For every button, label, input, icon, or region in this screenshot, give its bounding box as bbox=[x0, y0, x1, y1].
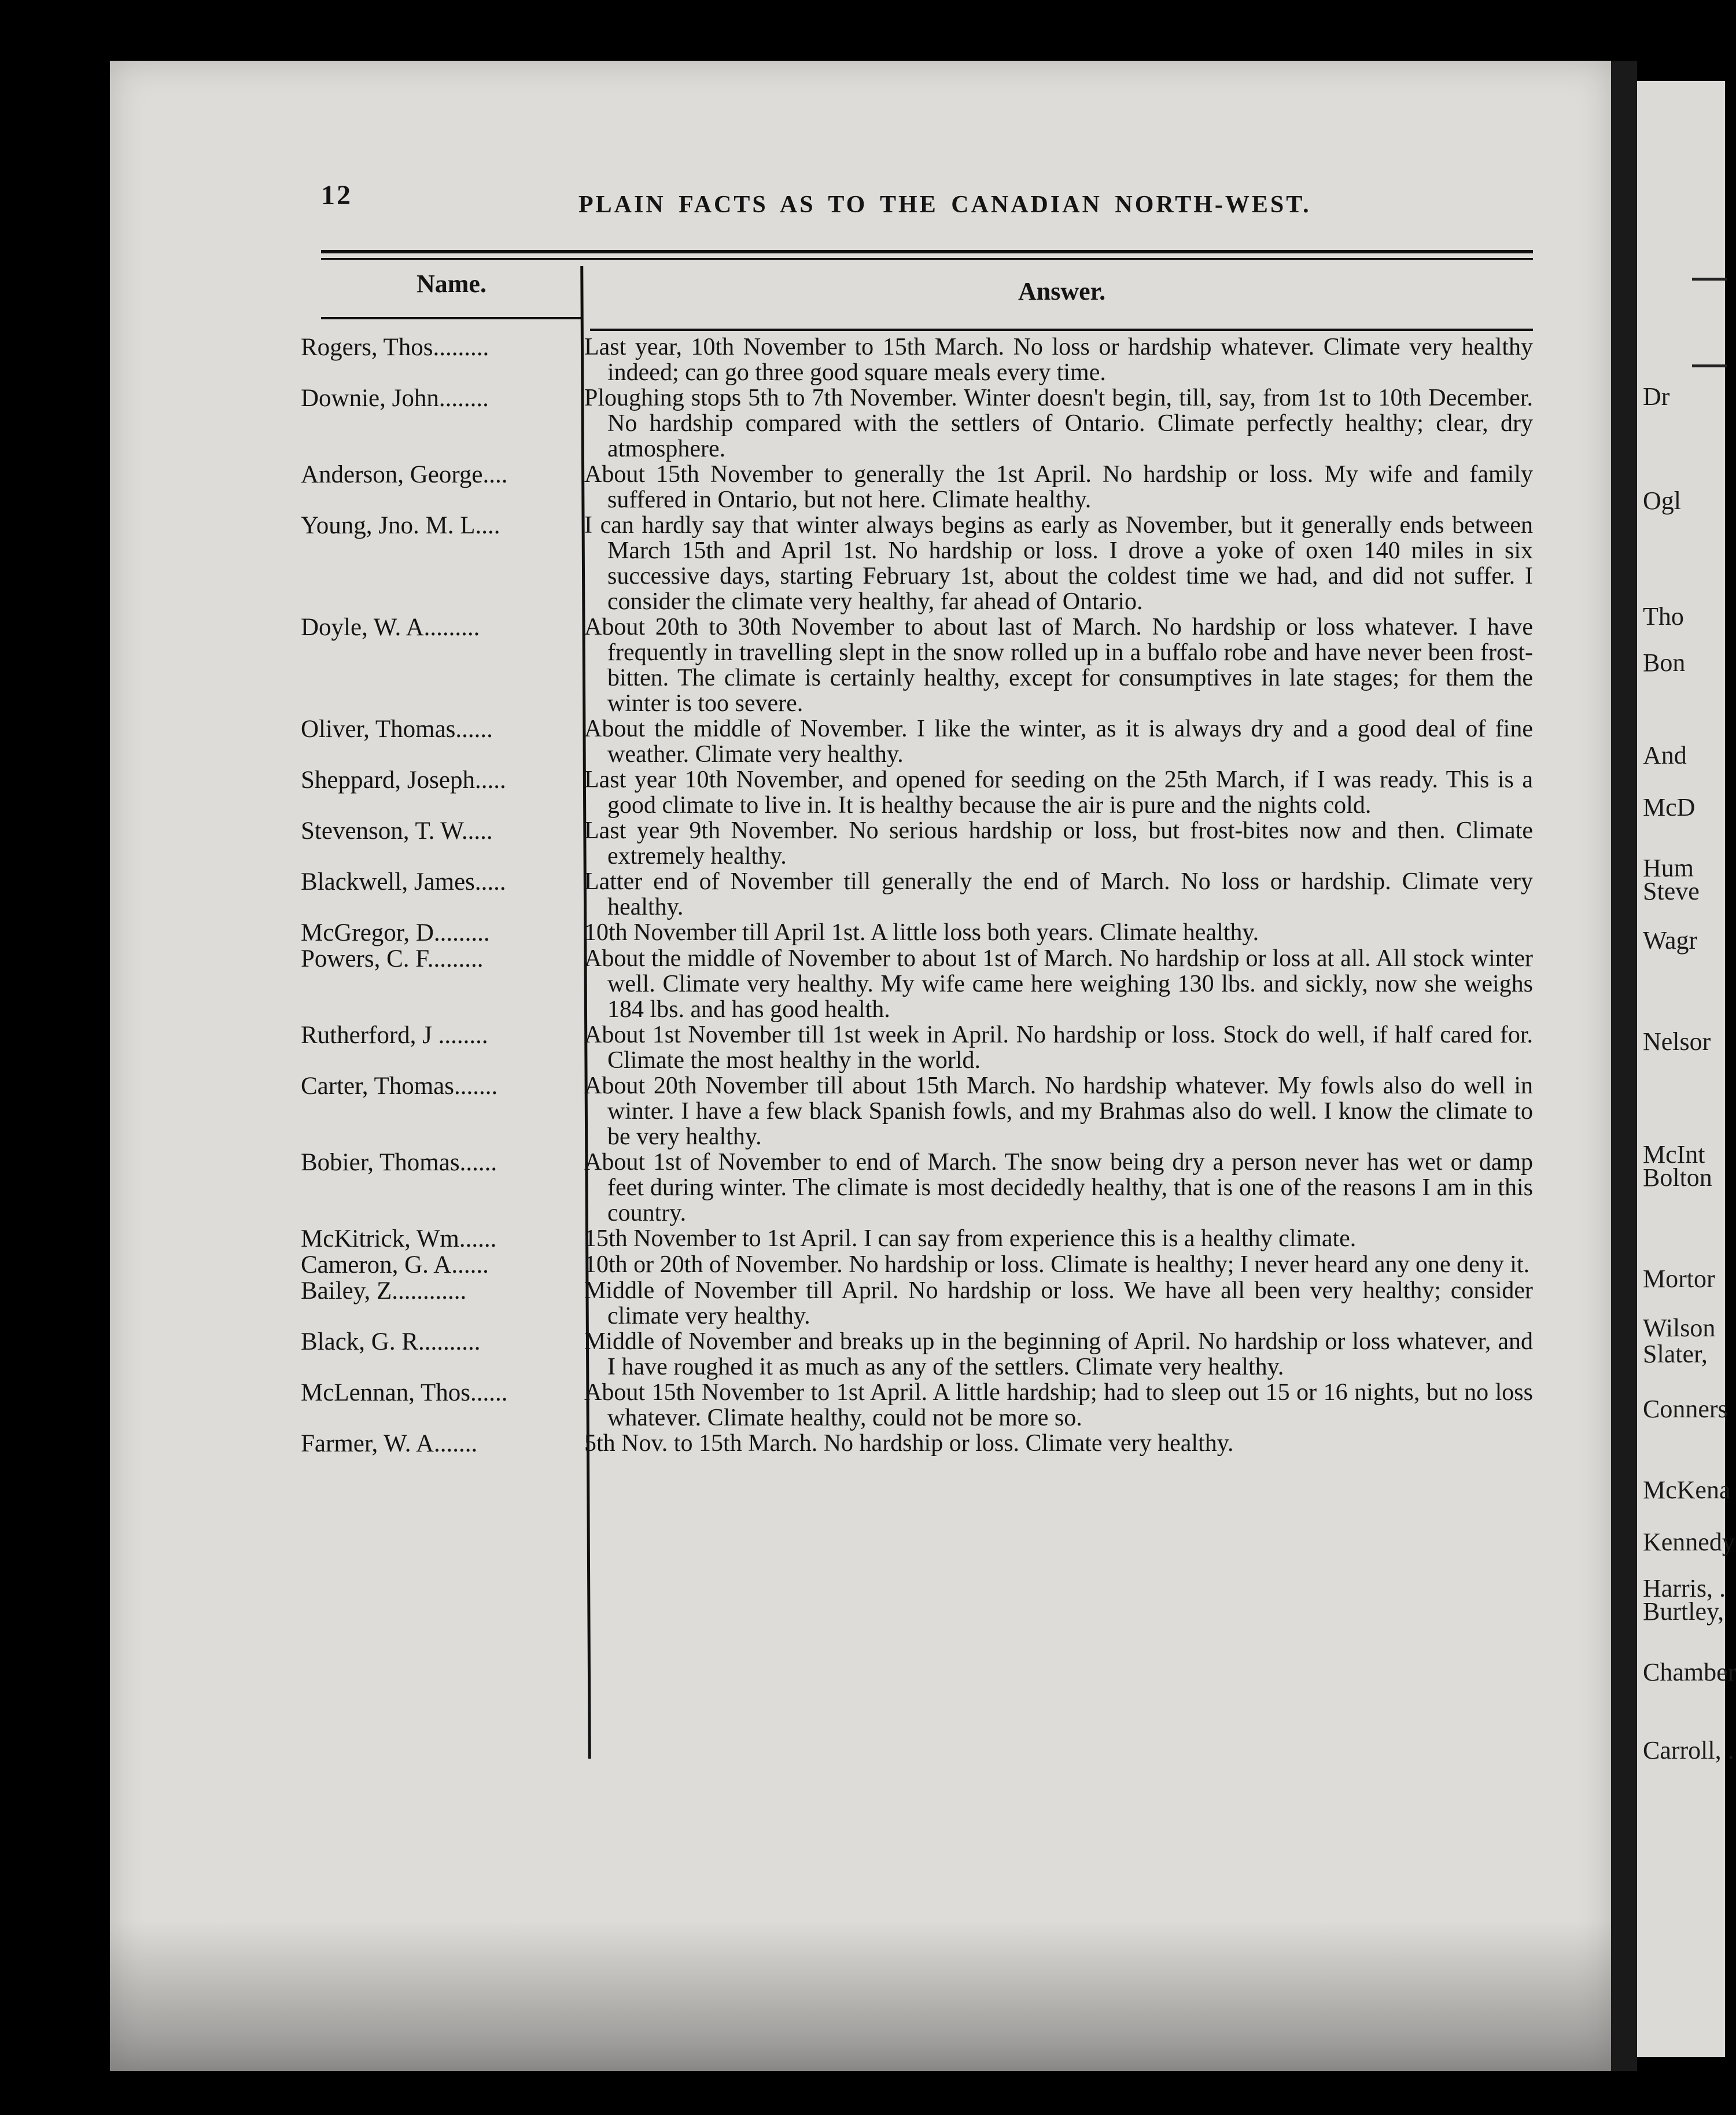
entry-name: Carter, Thomas....... bbox=[301, 1073, 498, 1100]
header-rule-thin bbox=[321, 258, 1533, 260]
entry-name: McGregor, D......... bbox=[301, 919, 490, 946]
entry-name: Doyle, W. A......... bbox=[301, 614, 480, 641]
table-row bbox=[301, 1278, 1539, 1329]
entry-answer: 10th or 20th of November. No hardship or loss. Climate is healthy; I never heard any one deny it. bbox=[584, 1251, 1530, 1278]
entry-name: Downie, John........ bbox=[301, 385, 489, 412]
entry-name: Stevenson, T. W..... bbox=[301, 817, 493, 845]
table-row bbox=[301, 1149, 1539, 1226]
table-row bbox=[301, 869, 1539, 920]
running-title: PLAIN FACTS AS TO THE CANADIAN NORTH-WEST. bbox=[578, 191, 1311, 218]
table-row bbox=[301, 1022, 1539, 1073]
facing-rule bbox=[1692, 278, 1727, 281]
facing-page-name: Carroll, . bbox=[1643, 1736, 1734, 1764]
table-row bbox=[301, 818, 1539, 869]
entry-name: Bailey, Z............ bbox=[301, 1277, 467, 1305]
entry-name: Anderson, George.... bbox=[301, 461, 508, 488]
table-row bbox=[301, 614, 1539, 716]
facing-page-name: And bbox=[1643, 741, 1687, 769]
table-row bbox=[301, 513, 1539, 614]
entry-answer: 15th November to 1st April. I can say from experience this is a healthy climate. bbox=[584, 1225, 1357, 1252]
facing-page-name: Mortor bbox=[1643, 1265, 1715, 1293]
facing-page-name: Ogl bbox=[1643, 487, 1681, 515]
entry-name: Rutherford, J ........ bbox=[301, 1022, 488, 1049]
page-number: 12 bbox=[321, 180, 352, 211]
facing-page-name: Tho bbox=[1643, 602, 1684, 631]
table-row bbox=[301, 1329, 1539, 1380]
table-row bbox=[301, 1380, 1539, 1431]
entry-answer: Latter end of November till generally the end of March. No loss or hardship. Climate very healthy. bbox=[584, 868, 1533, 920]
entry-answer: Middle of November till April. No hardship or loss. We have all been very healthy; consider climate very healthy. bbox=[584, 1277, 1533, 1329]
entry-answer: 5th Nov. to 15th March. No hardship or loss. Climate very healthy. bbox=[584, 1430, 1234, 1457]
facing-page-name: Conners bbox=[1643, 1395, 1728, 1423]
facing-page-name: McD bbox=[1643, 793, 1696, 821]
facing-page-name: Hum bbox=[1643, 854, 1694, 882]
table-row bbox=[301, 334, 1539, 385]
entry-answer: I can hardly say that winter always begins as early as November, but it generally ends between March 15th and April 1st. No hardship or loss. I drove a yoke of oxen 140 miles in six successive days, starting February 1st, about the coldest time we had, and did not suffer. I consider the climate very healthy, far ahead of Ontario. bbox=[584, 512, 1533, 615]
entry-answer: About 15th November to generally the 1st April. No hardship or loss. My wife and family suffered in Ontario, but not here. Climate healthy. bbox=[584, 461, 1533, 513]
facing-page-name: Bon bbox=[1643, 648, 1686, 677]
entry-answer: About 1st of November to end of March. The snow being dry a person never has wet or damp feet during winter. The climate is most decidedly healthy, that is one of the reasons I am in this country. bbox=[584, 1149, 1533, 1226]
entry-answer: Last year, 10th November to 15th March. No loss or hardship whatever. Climate very healthy indeed; can go three good square meals every time. bbox=[584, 334, 1533, 386]
column-header-answer: Answer. bbox=[1018, 277, 1106, 305]
facing-page-name: Harris, . bbox=[1643, 1574, 1726, 1602]
table-row bbox=[301, 1252, 1539, 1278]
table-row bbox=[301, 1073, 1539, 1149]
entry-name: Black, G. R.......... bbox=[301, 1328, 481, 1355]
entries-table bbox=[301, 334, 1539, 1457]
entry-name: McLennan, Thos...... bbox=[301, 1379, 508, 1406]
table-row bbox=[301, 767, 1539, 818]
table-row bbox=[301, 385, 1539, 462]
table-row bbox=[301, 1431, 1539, 1457]
entry-answer: 10th November till April 1st. A little loss both years. Climate healthy. bbox=[584, 919, 1259, 946]
facing-rule bbox=[1692, 364, 1727, 367]
entry-name: McKitrick, Wm...... bbox=[301, 1225, 497, 1252]
facing-page-name: McInt bbox=[1643, 1140, 1705, 1169]
facing-page-name: Kennedy bbox=[1643, 1528, 1735, 1556]
facing-page-name: McKena bbox=[1643, 1476, 1731, 1504]
facing-page-name: Burtley, bbox=[1643, 1597, 1724, 1626]
facing-page-name: Nelsor bbox=[1643, 1027, 1711, 1056]
entry-answer: Ploughing stops 5th to 7th November. Winter doesn't begin, till, say, from 1st to 10th December. No hardship compared with the settlers of Ontario. Climate perfectly healthy; clear, dry atmosphere. bbox=[584, 385, 1533, 462]
entry-name: Rogers, Thos......... bbox=[301, 334, 489, 361]
facing-page-name: Steve bbox=[1643, 877, 1700, 905]
entry-name: Sheppard, Joseph..... bbox=[301, 767, 506, 794]
table-row bbox=[301, 920, 1539, 946]
entry-answer: Middle of November and breaks up in the beginning of April. No hardship or loss whatever, and I have roughed it as much as any of the settlers. Climate very healthy. bbox=[584, 1328, 1533, 1380]
entry-name: Young, Jno. M. L.... bbox=[301, 512, 500, 539]
entry-name: Blackwell, James..... bbox=[301, 868, 506, 896]
entry-name: Bobier, Thomas...... bbox=[301, 1149, 497, 1176]
entry-name: Oliver, Thomas...... bbox=[301, 716, 493, 743]
column-header-rule bbox=[321, 317, 581, 319]
entry-answer: About the middle of November. I like the winter, as it is always dry and a good deal of fine weather. Climate very healthy. bbox=[584, 716, 1533, 768]
table-row bbox=[301, 1226, 1539, 1252]
facing-page-name: Chamber bbox=[1643, 1658, 1736, 1686]
facing-page-name: Dr bbox=[1643, 382, 1670, 411]
facing-page-name: Wagr bbox=[1643, 926, 1698, 955]
entry-name: Powers, C. F......... bbox=[301, 945, 484, 972]
entry-name: Cameron, G. A...... bbox=[301, 1251, 489, 1278]
entry-answer: About 20th to 30th November to about last of March. No hardship or loss whatever. I have frequently in travelling slept in the snow rolled up in a buffalo robe and have never been frost-bitten. The climate is certainly healthy, except for consumptives in late stages; for them the winter is too severe. bbox=[584, 614, 1533, 717]
facing-page bbox=[1637, 81, 1736, 2057]
book-gutter bbox=[1611, 61, 1637, 2071]
facing-page-name: Wilson bbox=[1643, 1314, 1716, 1342]
header-rule bbox=[321, 250, 1533, 253]
table-row bbox=[301, 946, 1539, 1022]
entry-name: Farmer, W. A....... bbox=[301, 1430, 478, 1457]
column-header-rule bbox=[590, 329, 1533, 331]
entry-answer: Last year 9th November. No serious hardship or loss, but frost-bites now and then. Climate extremely healthy. bbox=[584, 817, 1533, 869]
table-row bbox=[301, 716, 1539, 767]
entry-answer: Last year 10th November, and opened for seeding on the 25th March, if I was ready. This is a good climate to live in. It is healthy because the air is pure and the nights cold. bbox=[584, 767, 1533, 819]
column-header-name: Name. bbox=[417, 270, 486, 298]
table-row bbox=[301, 462, 1539, 513]
entry-answer: About 20th November till about 15th March. No hardship whatever. My fowls also do well in winter. I have a few black Spanish fowls, and my Brahmas also do well. I know the climate to be very healthy. bbox=[584, 1073, 1533, 1150]
entry-answer: About the middle of November to about 1st of March. No hardship or loss at all. All stock winter well. Climate very healthy. My wife came here weighing 130 lbs. and sickly, now she weighs 184 lbs. and has good health. bbox=[584, 945, 1533, 1023]
entry-answer: About 15th November to 1st April. A little hardship; had to sleep out 15 or 16 nights, but no loss whatever. Climate healthy, could not be more so. bbox=[584, 1379, 1533, 1431]
entry-answer: About 1st November till 1st week in April. No hardship or loss. Stock do well, if half cared for. Climate the most healthy in the world. bbox=[584, 1022, 1533, 1074]
facing-page-name: Bolton bbox=[1643, 1163, 1712, 1192]
facing-page-name: Slater, bbox=[1643, 1340, 1708, 1368]
